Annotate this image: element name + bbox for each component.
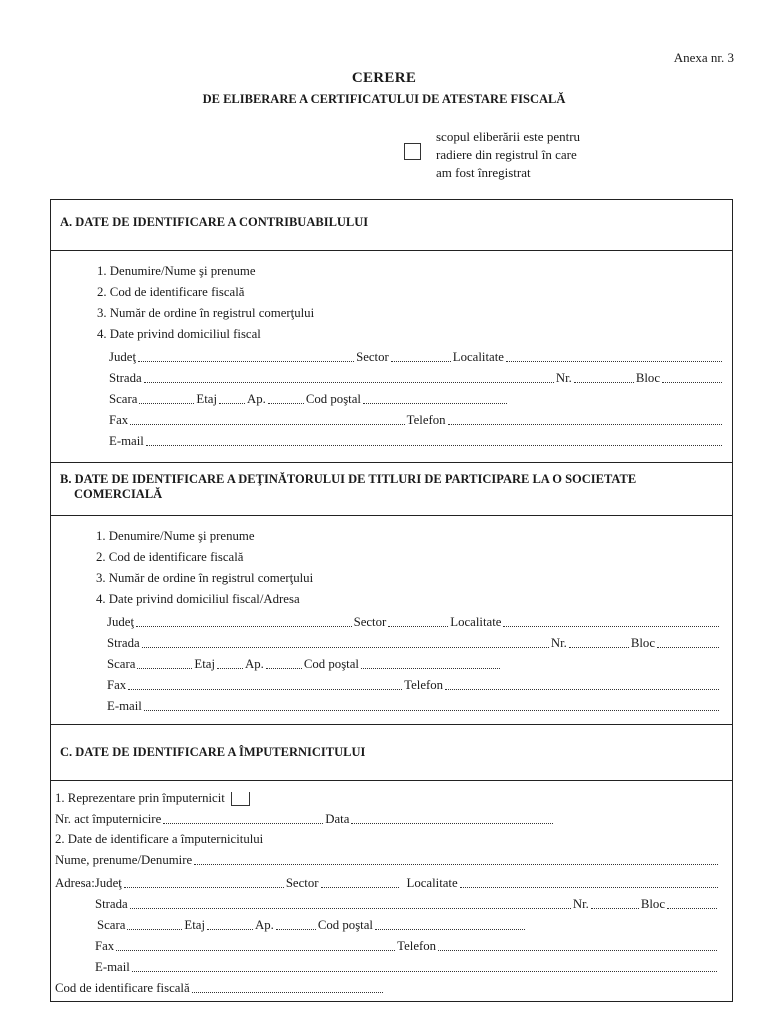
scara-field[interactable] [127,929,182,930]
b-row-scara: Scara Etaj Ap. Cod poştal [107,654,502,672]
b-item-cif: 2. Cod de identificare fiscală [96,550,244,564]
telefon-field[interactable] [438,950,717,951]
annex-number: Anexa nr. 3 [673,50,734,65]
c-row-email: E-mail [95,957,719,975]
c-row-address: Adresa:Judeţ Sector Localitate [55,873,720,891]
c-row-representation: 1. Reprezentare prin împuternicit [55,788,250,806]
section-a-title: A. DATE DE IDENTIFICARE A CONTRIBUABILULUI [60,215,369,229]
nr-field[interactable] [591,908,639,909]
act-number-field[interactable] [163,823,323,824]
c-row-name: Nume, prenume/Denumire [55,850,720,868]
etaj-field[interactable] [207,929,253,930]
sector-field[interactable] [391,361,451,362]
checkbox-label: scopul eliberării este pentru radiere din registrul în care am fost înregistrat [436,129,581,180]
telefon-field[interactable] [445,689,719,690]
a-row-fax: Fax Telefon [109,410,724,428]
bloc-field[interactable] [657,647,719,648]
radiere-checkbox[interactable] [404,143,421,160]
b-row-judet: Judeţ Sector Localitate [107,612,721,630]
scara-field[interactable] [137,668,192,669]
b-item-name: 1. Denumire/Nume şi prenume [96,529,255,543]
judet-field[interactable] [136,626,352,627]
etaj-field[interactable] [219,403,245,404]
judet-field[interactable] [138,361,354,362]
email-field[interactable] [144,710,719,711]
cif-field[interactable] [192,992,383,993]
nr-field[interactable] [574,382,634,383]
cod-postal-field[interactable] [363,403,507,404]
telefon-field[interactable] [448,424,722,425]
c-row-scara: Scara Etaj Ap. Cod poştal [97,915,527,933]
section-b-title: B. DATE DE IDENTIFICARE A DEŢINĂTORULUI DE TITLURI DE PARTICIPARE LA O SOCIETATE COMERCIALĂ [60,472,637,501]
strada-field[interactable] [142,647,549,648]
c-row-strada: Strada Nr. Bloc [95,894,719,912]
divider [50,250,733,251]
divider [50,724,733,725]
name-field[interactable] [194,864,718,865]
strada-field[interactable] [130,908,571,909]
divider [50,780,733,781]
a-row-strada: Strada Nr. Bloc [109,368,724,386]
a-item-domicile: 4. Date privind domiciliul fiscal [97,327,261,341]
c-row-act: Nr. act împuternicire Data [55,809,555,827]
form-title: CERERE [351,70,417,86]
b-row-email: E-mail [107,696,721,714]
bloc-field[interactable] [662,382,722,383]
ap-field[interactable] [266,668,302,669]
localitate-field[interactable] [460,887,718,888]
nr-field[interactable] [569,647,629,648]
sector-field[interactable] [388,626,448,627]
localitate-field[interactable] [506,361,722,362]
b-item-domicile: 4. Date privind domiciliul fiscal/Adresa [96,592,300,606]
c-item-identification: 2. Date de identificare a împuternicitului [55,832,264,846]
c-row-cif: Cod de identificare fiscală [55,978,385,996]
strada-field[interactable] [144,382,554,383]
scara-field[interactable] [139,403,194,404]
ap-field[interactable] [268,403,304,404]
cod-postal-field[interactable] [375,929,525,930]
fax-field[interactable] [128,689,402,690]
act-date-field[interactable] [351,823,553,824]
fax-field[interactable] [130,424,404,425]
a-row-scara: Scara Etaj Ap. Cod poştal [109,389,509,407]
a-item-registry: 3. Număr de ordine în registrul comerţului [97,306,315,320]
etaj-field[interactable] [217,668,243,669]
b-row-strada: Strada Nr. Bloc [107,633,721,651]
section-c-title: C. DATE DE IDENTIFICARE A ÎMPUTERNICITULUI [60,745,366,759]
cod-postal-field[interactable] [361,668,500,669]
ap-field[interactable] [276,929,316,930]
a-row-email: E-mail [109,431,724,449]
c-row-fax: Fax Telefon [95,936,719,954]
judet-field[interactable] [124,887,284,888]
divider [50,515,733,516]
divider [50,462,733,463]
b-item-registry: 3. Număr de ordine în registrul comerţului [96,571,314,585]
localitate-field[interactable] [503,626,719,627]
email-field[interactable] [146,445,722,446]
bloc-field[interactable] [667,908,717,909]
a-item-cif: 2. Cod de identificare fiscală [97,285,245,299]
sector-field[interactable] [321,887,399,888]
a-item-name: 1. Denumire/Nume şi prenume [97,264,256,278]
a-row-judet: Judeţ Sector Localitate [109,347,724,365]
fax-field[interactable] [116,950,395,951]
b-row-fax: Fax Telefon [107,675,721,693]
representation-checkbox[interactable] [231,792,250,806]
form-subtitle: DE ELIBERARE A CERTIFICATULUI DE ATESTARE FISCALĂ [202,92,566,106]
email-field[interactable] [132,971,717,972]
